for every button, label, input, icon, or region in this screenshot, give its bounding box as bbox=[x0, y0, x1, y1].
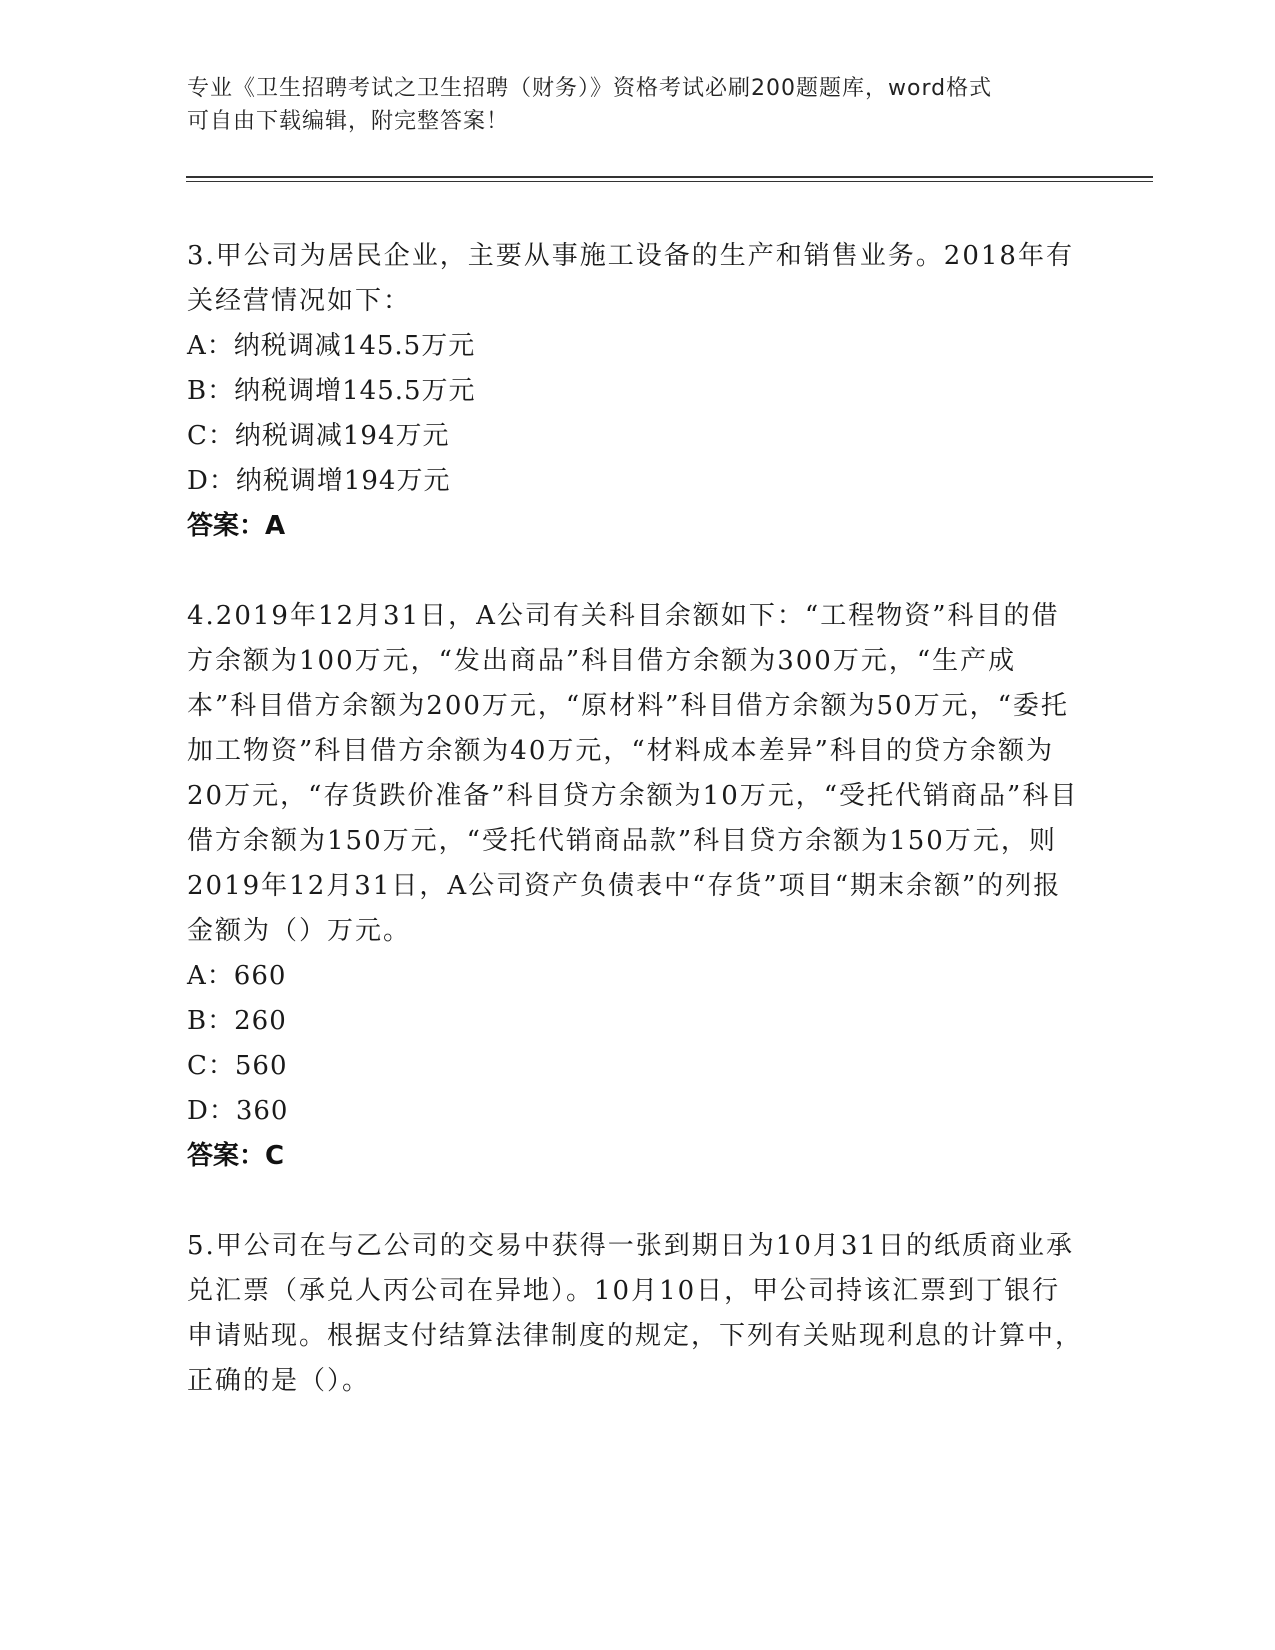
answer-line: 答案：A bbox=[187, 511, 286, 541]
question-5 bbox=[187, 1224, 1087, 1404]
option-c: C：纳税调减194万元 bbox=[187, 421, 450, 451]
document-header bbox=[187, 72, 1087, 138]
header-line-2: 可自由下载编辑，附完整答案！ bbox=[187, 109, 510, 134]
question-list bbox=[187, 234, 1087, 1449]
option-b: B：纳税调增145.5万元 bbox=[187, 376, 476, 406]
option-c: C：560 bbox=[187, 1051, 288, 1081]
option-a: A：纳税调减145.5万元 bbox=[187, 331, 476, 361]
answer-line: 答案：C bbox=[187, 1141, 285, 1171]
option-d: D：纳税调增194万元 bbox=[187, 466, 451, 496]
question-3 bbox=[187, 234, 1087, 549]
question-text: 4.2019年12月31日，A公司有关科目余额如下：“工程物资”科目的借方余额为100万元，“发出商品”科目借方余额为300万元，“生产成本”科目借方余额为200万元，“原材料”科目借方余额为50万元，“委托加工物资”科目借方余额为40万元，“材料成本差异”科目的贷方余额为20万元，“存货跌价准备”科目贷方余额为10万元，“受托代销商品”科目借方余额为150万元，“受托代销商品款”科目贷方余额为150万元，则2019年12月31日，A公司资产负债表中“存货”项目“期末余额”的列报金额为（）万元。 bbox=[187, 601, 1079, 946]
question-text: 5.甲公司在与乙公司的交易中获得一张到期日为10月31日的纸质商业承兑汇票（承兑人丙公司在异地）。10月10日，甲公司持该汇票到丁银行申请贴现。根据支付结算法律制度的规定，下列有关贴现利息的计算中，正确的是（）。 bbox=[187, 1231, 1084, 1396]
header-divider-thick bbox=[186, 176, 1153, 178]
option-a: A：660 bbox=[187, 961, 287, 991]
option-d: D：360 bbox=[187, 1096, 289, 1126]
question-4 bbox=[187, 594, 1087, 1179]
header-divider-thin bbox=[186, 181, 1153, 182]
option-b: B：260 bbox=[187, 1006, 287, 1036]
question-text: 3.甲公司为居民企业，主要从事施工设备的生产和销售业务。2018年有关经营情况如下： bbox=[187, 241, 1074, 316]
header-line-1: 专业《卫生招聘考试之卫生招聘（财务）》资格考试必刷200题题库，word格式 bbox=[187, 76, 993, 101]
